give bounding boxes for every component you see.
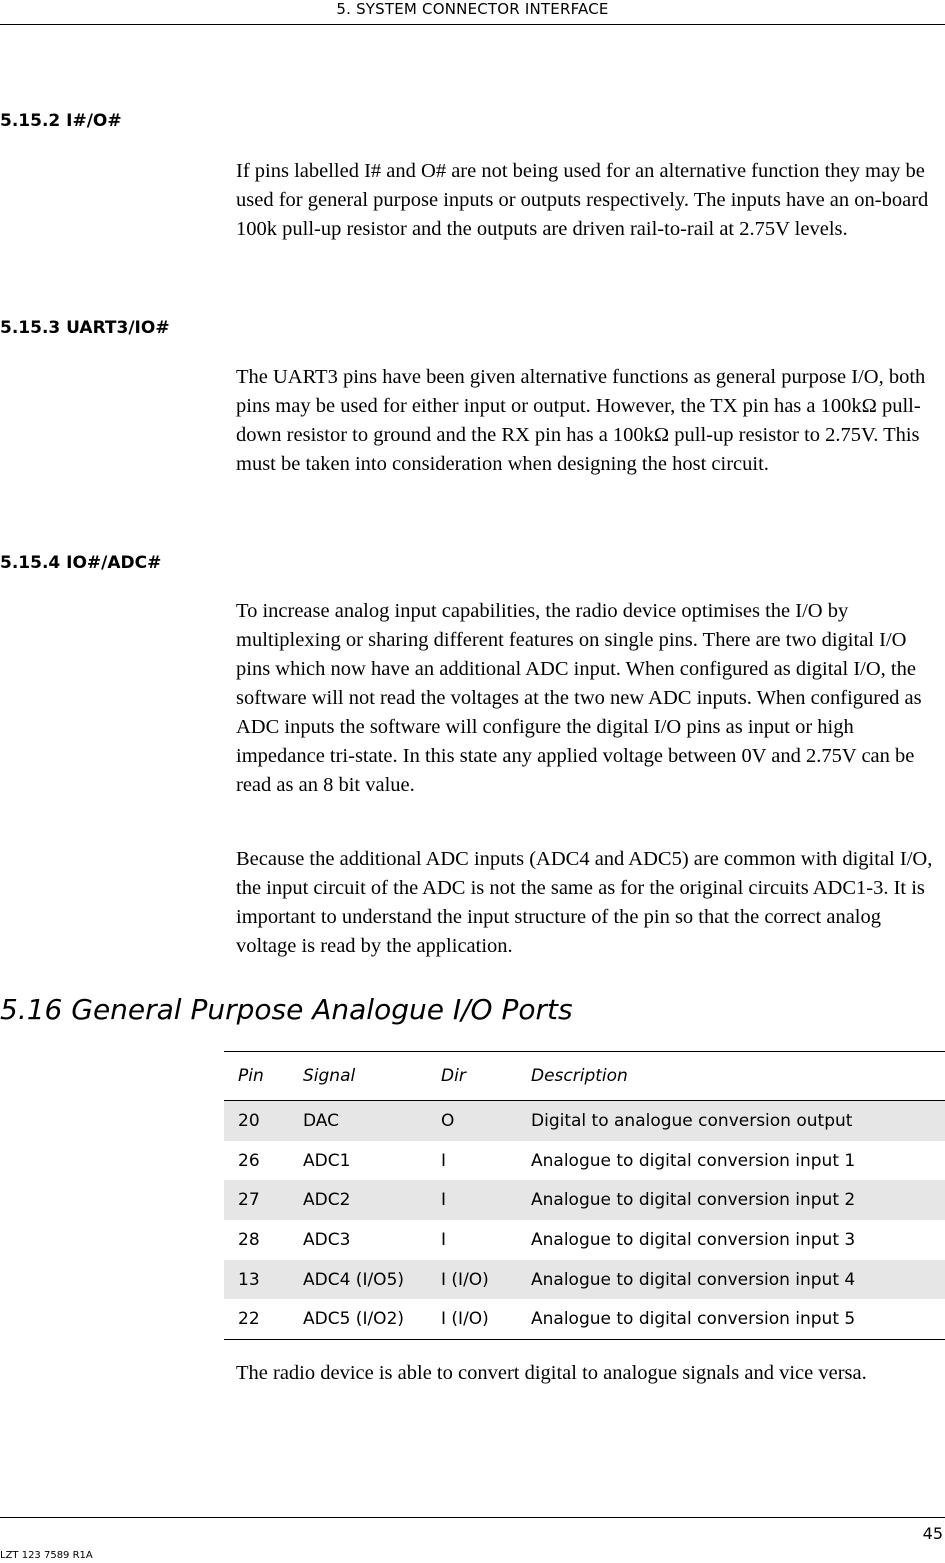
table-row [224, 1180, 945, 1220]
table-row [224, 1260, 945, 1300]
header-divider [0, 24, 945, 25]
table-row [224, 1299, 945, 1339]
cell-description: Analogue to digital conversion input 5 [531, 1309, 856, 1330]
heading-5-15-2: 5.15.2 I#/O# [0, 111, 122, 131]
page-number: 45 [922, 1524, 943, 1543]
cell-description: Digital to analogue conversion output [531, 1110, 853, 1131]
paragraph-5-15-4-b: Because the additional ADC inputs (ADC4 and ADC5) are common with digital I/O, the input circuit of the ADC is not the same as for the original circuits ADC1-3. It is important to understand the input structure of the pin so that the correct analog voltage is read by the application. [236, 848, 933, 957]
cell-signal: ADC5 (I/O2) [303, 1309, 405, 1330]
heading-5-15-3: 5.15.3 UART3/IO# [0, 318, 170, 338]
cell-pin: 27 [238, 1190, 260, 1211]
paragraph-5-15-4-a: To increase analog input capabilities, the radio device optimises the I/O by multiplexing or sharing different features on single pins. There are two digital I/O pins which now have an additional ADC input. When configured as digital I/O, the software will not read the voltages at the two new ADC inputs. When configured as ADC inputs the software will configure the digital I/O pins as input or high impedance tri-state. In this state any applied voltage between 0V and 2.75V can be read as an 8 bit value. [236, 600, 922, 796]
paragraph-5-15-2: If pins labelled I# and O# are not being used for an alternative function they may be used for general purpose inputs or outputs respectively. The inputs have an on-board 100k pull-up resistor and the outputs are driven rail-to-rail at 2.75V levels. [236, 160, 929, 240]
cell-signal: ADC1 [303, 1150, 351, 1171]
footer-divider [0, 1517, 945, 1518]
cell-description: Analogue to digital conversion input 1 [531, 1150, 856, 1171]
cell-pin: 13 [238, 1269, 260, 1290]
running-header-title: 5. SYSTEM CONNECTOR INTERFACE [336, 0, 609, 18]
cell-pin: 26 [238, 1150, 260, 1171]
column-header-pin: Pin [238, 1066, 264, 1086]
cell-signal: ADC3 [303, 1229, 351, 1250]
table-row [224, 1141, 945, 1181]
column-header-signal: Signal [303, 1066, 356, 1086]
cell-dir: I (I/O) [441, 1269, 489, 1290]
cell-description: Analogue to digital conversion input 2 [531, 1190, 856, 1211]
table-header-row [224, 1052, 945, 1101]
cell-dir: O [441, 1110, 455, 1131]
cell-dir: I [441, 1190, 447, 1211]
cell-pin: 20 [238, 1110, 260, 1131]
cell-signal: DAC [303, 1110, 339, 1131]
cell-dir: I [441, 1150, 447, 1171]
cell-dir: I [441, 1229, 447, 1250]
cell-description: Analogue to digital conversion input 3 [531, 1229, 856, 1250]
cell-description: Analogue to digital conversion input 4 [531, 1269, 856, 1290]
paragraph-5-16: The radio device is able to convert digital to analogue signals and vice versa. [236, 1362, 867, 1384]
cell-signal: ADC2 [303, 1190, 351, 1211]
column-header-description: Description [531, 1066, 628, 1086]
cell-signal: ADC4 (I/O5) [303, 1269, 405, 1290]
analogue-io-table [224, 1051, 945, 1340]
cell-pin: 22 [238, 1309, 260, 1330]
document-id: LZT 123 7589 R1A [0, 1550, 93, 1561]
cell-pin: 28 [238, 1229, 260, 1250]
heading-5-16: 5.16 General Purpose Analogue I/O Ports [0, 993, 573, 1026]
table-row [224, 1220, 945, 1260]
cell-dir: I (I/O) [441, 1309, 489, 1330]
table-row [224, 1101, 945, 1141]
column-header-dir: Dir [441, 1066, 466, 1086]
heading-5-15-4: 5.15.4 IO#/ADC# [0, 553, 162, 573]
paragraph-5-15-3: The UART3 pins have been given alternative functions as general purpose I/O, both pins may be used for either input or output. However, the TX pin has a 100kΩ pull-down resistor to ground and the RX pin has a 100kΩ pull-up resistor to 2.75V. This must be taken into consideration when designing the host circuit. [236, 366, 926, 475]
